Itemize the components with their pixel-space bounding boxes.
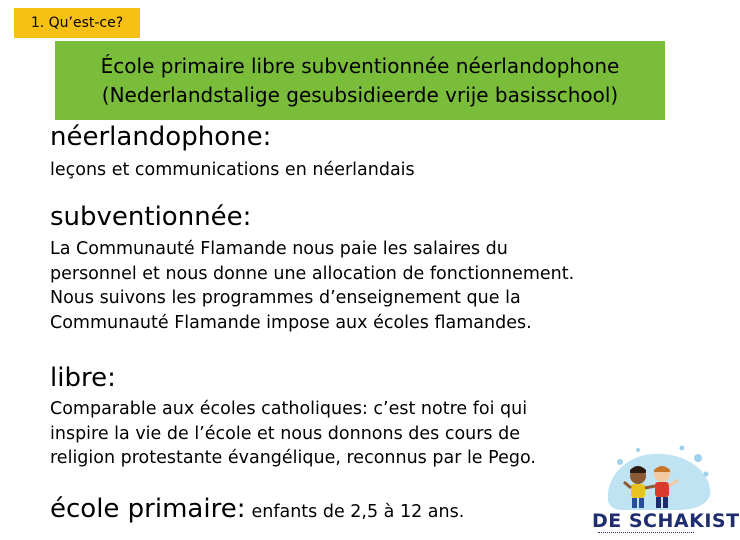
text-line: Nous suivons les programmes d’enseignement que la — [50, 288, 521, 308]
banner-subtitle: (Nederlandstalige gesubsidieerde vrije basisschool) — [101, 83, 619, 107]
heading-libre: libre: — [50, 363, 116, 393]
heading-neerlandophone: néerlandophone: — [50, 122, 272, 152]
text-line: personnel et nous donne une allocation de fonctionnement. — [50, 263, 575, 284]
text-line: La Communauté Flamande nous paie les salaires du — [50, 239, 508, 259]
section-tag: 1. Qu’est-ce? — [14, 8, 140, 38]
text-line: leçons et communications en néerlandais — [50, 160, 415, 180]
banner-title: École primaire libre subventionnée néerlandophone — [100, 54, 620, 78]
logo-name: DE SCHAKIST — [592, 510, 740, 532]
text-neerlandophone — [50, 158, 415, 183]
heading-ecole-primaire-label: école primaire: — [50, 494, 246, 524]
text-line: religion protestante évangélique, reconnus par le Pego. — [50, 448, 536, 468]
school-logo-icon — [578, 440, 718, 514]
text-libre — [50, 397, 536, 471]
heading-subventionnee: subventionnée: — [50, 202, 252, 232]
text-subventionnee — [50, 237, 574, 335]
text-line: Communauté Flamande impose aux écoles flamandes. — [50, 312, 532, 333]
text-line: inspire la vie de l’école et nous donnons des cours de — [50, 423, 520, 444]
text-line: Comparable aux écoles catholiques: c’est notre foi qui — [50, 399, 528, 419]
title-banner — [55, 41, 665, 120]
heading-ecole-primaire — [50, 494, 464, 524]
logo-divider — [598, 532, 694, 536]
school-logo — [578, 440, 740, 538]
text-ecole-primaire: enfants de 2,5 à 12 ans. — [251, 502, 465, 522]
